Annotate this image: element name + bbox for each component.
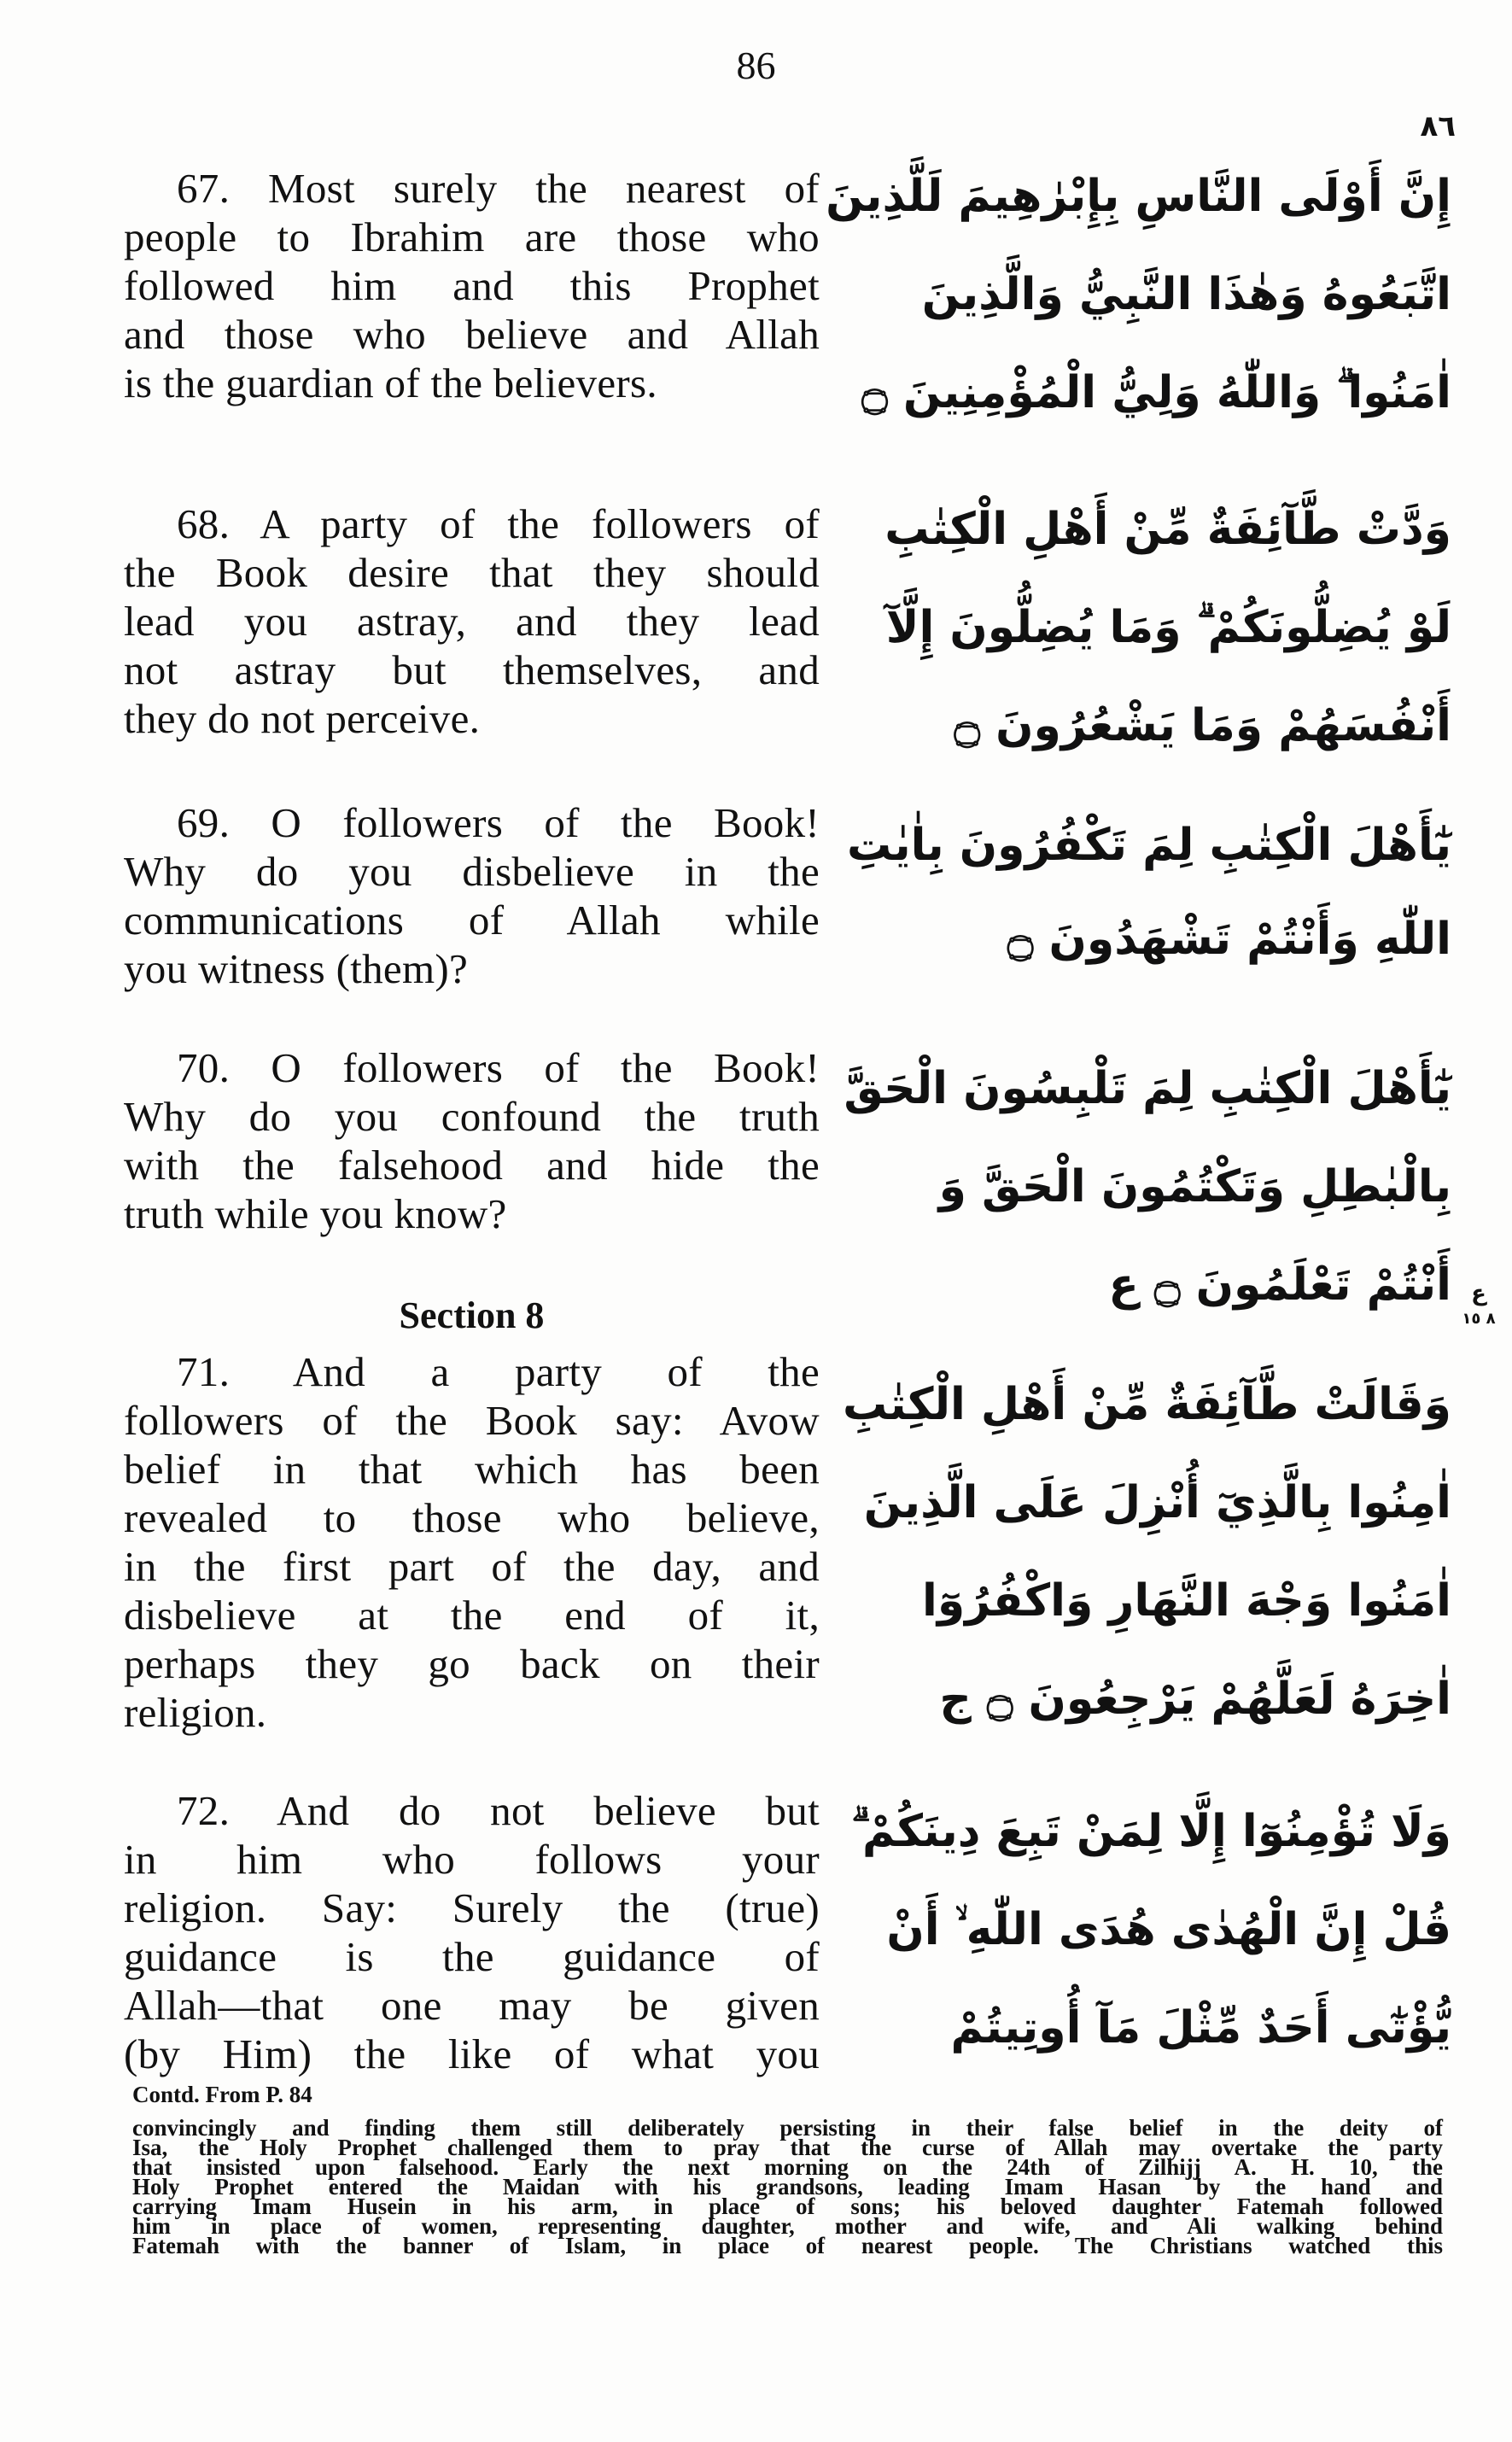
verse-line: 71. And a party of the — [177, 1348, 820, 1395]
verse-line: the Book desire that they should — [124, 549, 820, 596]
arabic-line: اٰمِنُوا بِالَّذِيٓ أُنْزِلَ عَلَى الَّذِينَ — [863, 1477, 1451, 1528]
verse-line: 70. O followers of the Book! — [177, 1044, 820, 1091]
footnote-line: him in place of women, representing daughter, mother and wife, and Ali walking behind — [132, 2213, 1443, 2239]
arabic-line: أَنْفُسَهُمْ وَمَا يَشْعُرُونَ ۝ — [954, 700, 1451, 751]
arabic-line: قُلْ إِنَّ الْهُدٰى هُدَى اللّٰهِ ۙ أَنْ — [886, 1904, 1451, 1955]
arabic-line: اللّٰهِ وَأَنْتُمْ تَشْهَدُونَ ۝ — [1007, 914, 1451, 965]
ruku-marker — [1462, 1281, 1496, 1332]
arabic-line: إِنَّ أَوْلَى النَّاسِ بِإِبْرٰهِيمَ لَلَّذِينَ — [826, 171, 1451, 222]
footnote-line: that insisted upon falsehood. Early the next morning on the 24th of Zilhijj A. H. 10, the — [132, 2154, 1443, 2180]
verse-line: perhaps they go back on their — [124, 1640, 820, 1687]
footnote-line: carrying Imam Husein in his arm, in place of sons; his beloved daughter Fatemah followed — [132, 2194, 1443, 2219]
footnote-line: Isa, the Holy Prophet challenged them to pray that the curse of Allah may overtake the party — [132, 2135, 1443, 2160]
arabic-line: يٰٓأَهْلَ الْكِتٰبِ لِمَ تَكْفُرُونَ بِاٰيٰتِ — [847, 820, 1451, 871]
footnote-line: Fatemah with the banner of Islam, in place of nearest people. The Christians watched this — [132, 2233, 1443, 2258]
arabic-line: وَقَالَتْ طَّآئِفَةٌ مِّنْ أَهْلِ الْكِتٰبِ — [842, 1379, 1451, 1430]
footnote-line: Holy Prophet entered the Maidan with his grandsons, leading Imam Hasan by the hand and — [132, 2174, 1443, 2200]
verse-line: they do not perceive. — [124, 695, 481, 742]
verse-line: 72. And do not believe but — [177, 1787, 820, 1834]
footnote-heading: Contd. From P. 84 — [132, 2082, 312, 2107]
ruku-numbers: ٨ ١٥ — [1462, 1310, 1496, 1328]
verse-line: followers of the Book say: Avow — [124, 1397, 820, 1444]
arabic-line: اٰمَنُوا وَجْهَ النَّهَارِ وَاكْفُرُوٓا — [922, 1575, 1451, 1627]
arabic-line: بِالْبٰطِلِ وَتَكْتُمُونَ الْحَقَّ وَ — [938, 1161, 1451, 1212]
verse-line: 69. O followers of the Book! — [177, 799, 820, 846]
verse-line: people to Ibrahim are those who — [124, 213, 820, 260]
verse-line: communications of Allah while — [124, 897, 820, 944]
verse-line: followed him and this Prophet — [124, 262, 820, 309]
verse-line: Allah—that one may be given — [124, 1982, 820, 2029]
verse-line: 68. A party of the followers of — [177, 500, 820, 547]
verse-line: guidance is the guidance of — [124, 1933, 820, 1980]
ruku-symbol: ع — [1471, 1281, 1486, 1306]
verse-line: you witness (them)? — [124, 945, 469, 992]
verse-line: Why do you confound the truth — [124, 1093, 820, 1140]
arabic-line: اٰمَنُوا ۗ وَاللّٰهُ وَلِيُّ الْمُؤْمِنِينَ ۝ — [861, 367, 1451, 418]
verse-line: not astray but themselves, and — [124, 646, 820, 693]
verse-line: with the falsehood and hide the — [124, 1142, 820, 1189]
verse-line: religion. — [124, 1689, 267, 1736]
arabic-line: لَوْ يُضِلُّونَكُمْ ۗ وَمَا يُضِلُّونَ إِلَّآ — [885, 602, 1451, 653]
verse-line: (by Him) the like of what you — [124, 2030, 820, 2077]
arabic-line: أَنْتُمْ تَعْلَمُونَ ۝ ع — [1108, 1259, 1451, 1311]
arabic-line: يُّؤْتٰٓى أَحَدٌ مِّثْلَ مَآ أُوتِيتُمْ — [950, 2002, 1451, 2054]
arabic-line: وَدَّتْ طَّآئِفَةٌ مِّنْ أَهْلِ الْكِتٰبِ — [884, 504, 1451, 555]
arabic-line: يٰٓأَهْلَ الْكِتٰبِ لِمَ تَلْبِسُونَ الْحَقَّ — [844, 1063, 1451, 1114]
verse-line: disbelieve at the end of it, — [124, 1592, 820, 1639]
arabic-line: اٰخِرَهُ لَعَلَّهُمْ يَرْجِعُونَ ۝ ج — [939, 1674, 1451, 1725]
verse-line: in the first part of the day, and — [124, 1543, 820, 1590]
arabic-line: اتَّبَعُوهُ وَهٰذَا النَّبِيُّ وَالَّذِينَ — [921, 269, 1451, 320]
verse-line: 67. Most surely the nearest of — [177, 165, 820, 212]
verse-line: religion. Say: Surely the (true) — [124, 1884, 820, 1931]
verse-line: and those who believe and Allah — [124, 311, 820, 358]
arabic-line: وَلَا تُؤْمِنُوٓا إِلَّا لِمَنْ تَبِعَ دِينَكُمْ ۗ — [851, 1806, 1451, 1857]
verse-line: lead you astray, and they lead — [124, 598, 820, 645]
verse-line: Why do you disbelieve in the — [124, 848, 820, 895]
verse-line: truth while you know? — [124, 1190, 507, 1237]
footnote-line: convincingly and finding them still deliberately persisting in their false belief in the deity of — [132, 2115, 1443, 2141]
verse-line: belief in that which has been — [124, 1446, 820, 1493]
verse-line: is the guardian of the believers. — [124, 359, 657, 406]
page-number: 86 — [736, 44, 776, 87]
arabic-page-number: ٨٦ — [1420, 109, 1456, 143]
verse-line: revealed to those who believe, — [124, 1494, 820, 1541]
verse-line: in him who follows your — [124, 1836, 820, 1883]
section-heading: Section 8 — [399, 1294, 545, 1336]
